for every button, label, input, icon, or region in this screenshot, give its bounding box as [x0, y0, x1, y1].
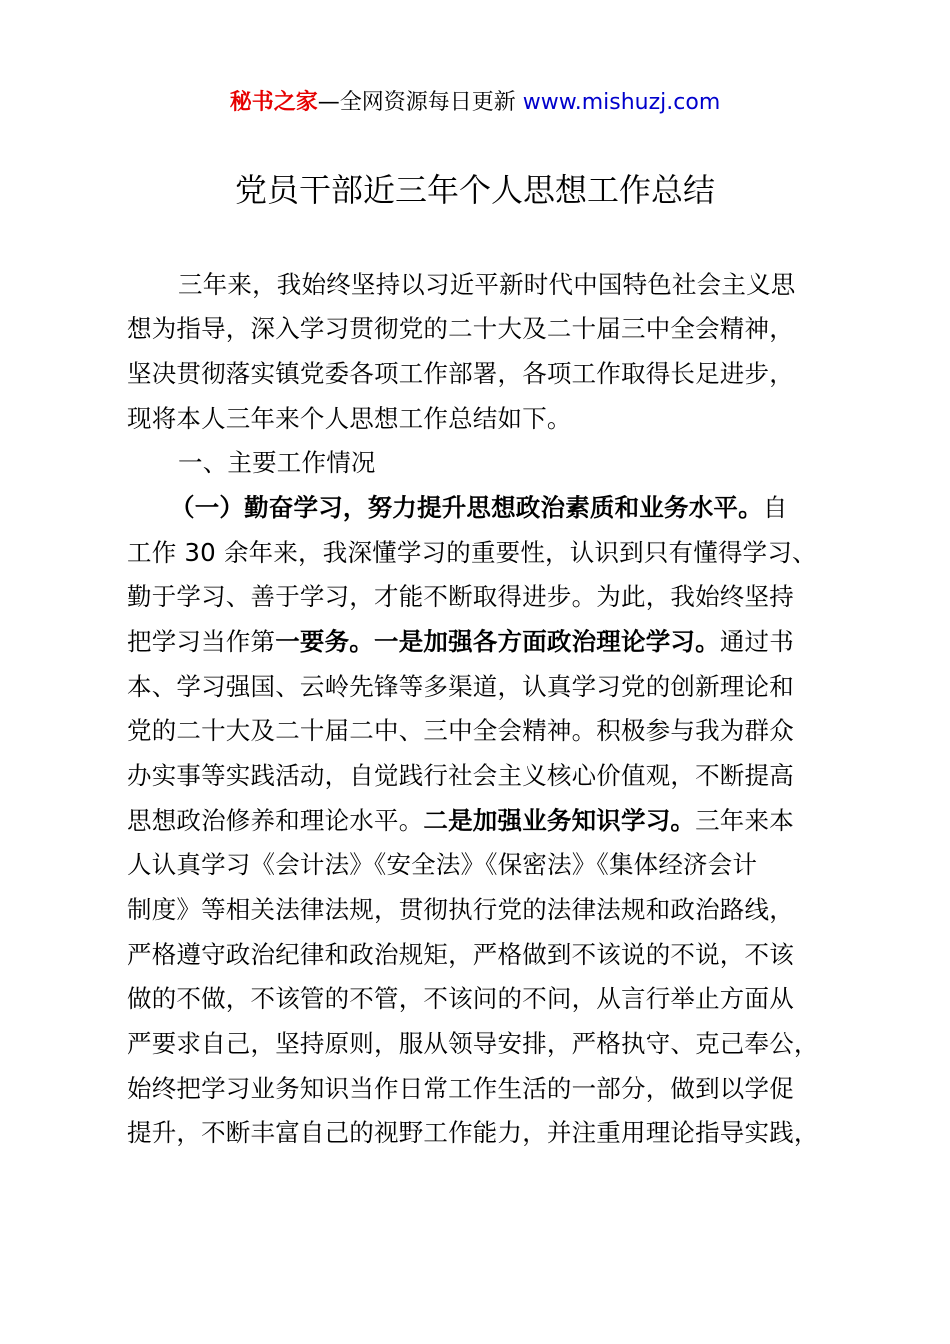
paragraph-text: 思想政治修养和理论水平。 [127, 806, 424, 835]
paragraph-line: 制度》等相关法律法规，贯彻执行党的法律法规和政治路线， [127, 895, 794, 924]
paragraph-line: 严要求自己，坚持原则，服从领导安排，严格执守、克己奉公， [127, 1029, 819, 1058]
banner-slogan: —全网资源每日更新 [317, 90, 523, 115]
paragraph-line: 现将本人三年来个人思想工作总结如下。 [127, 404, 572, 433]
paragraph-text: 自 [762, 493, 788, 522]
subsection-title: （一）勤奋学习，努力提升思想政治素质和业务水平。 [170, 493, 763, 522]
paragraph-line: 勤于学习、善于学习，才能不断取得进步。为此，我始终坚持 [127, 582, 794, 611]
paragraph-line: 人认真学习《会计法》《安全法》《保密法》《集体经济会计 [127, 850, 758, 879]
paragraph-line: 办实事等实践活动，自觉践行社会主义核心价值观，不断提高 [127, 761, 794, 790]
emphasis-text: 二是加强业务知识学习。 [423, 806, 696, 835]
paragraph-line: 始终把学习业务知识当作日常工作生活的一部分，做到以学促 [127, 1074, 794, 1103]
paragraph-line: 严格遵守政治纪律和政治规矩，严格做到不该说的不说，不该 [127, 940, 794, 969]
subsection-heading [170, 491, 788, 525]
paragraph-line: 提升，不断丰富自己的视野工作能力，并注重用理论指导实践， [127, 1118, 819, 1147]
paragraph-line: 工作 30 余年来，我深懂学习的重要性，认识到只有懂得学习、 [127, 538, 817, 567]
paragraph-line: 本、学习强国、云岭先锋等多渠道，认真学习党的创新理论和 [127, 672, 794, 701]
paragraph-line: 党的二十大及二十届二中、三中全会精神。积极参与我为群众 [127, 716, 794, 745]
document-title: 党员干部近三年个人思想工作总结 [234, 171, 715, 209]
paragraph-line: 三年来，我始终坚持以习近平新时代中国特色社会主义思 [178, 270, 796, 299]
brand-name: 秘书之家 [229, 90, 318, 115]
paragraph-line: 做的不做，不该管的不管，不该问的不问，从言行举止方面从 [127, 984, 794, 1013]
site-banner [0, 88, 950, 118]
paragraph-text: 把学习当作第 [127, 627, 276, 656]
section-heading: 一、主要工作情况 [178, 448, 376, 477]
paragraph-line [127, 804, 794, 838]
paragraph-text: 通过书 [719, 627, 794, 656]
paragraph-line: 想为指导，深入学习贯彻党的二十大及二十届三中全会精神， [127, 314, 794, 343]
paragraph-line: 坚决贯彻落实镇党委各项工作部署，各项工作取得长足进步， [127, 359, 794, 388]
paragraph-line [127, 625, 794, 659]
emphasis-text: 一要务。一是加强各方面政治理论学习。 [275, 627, 720, 656]
site-url-link[interactable]: www.mishuzj.com [522, 90, 721, 115]
paragraph-text: 三年来本 [695, 806, 794, 835]
